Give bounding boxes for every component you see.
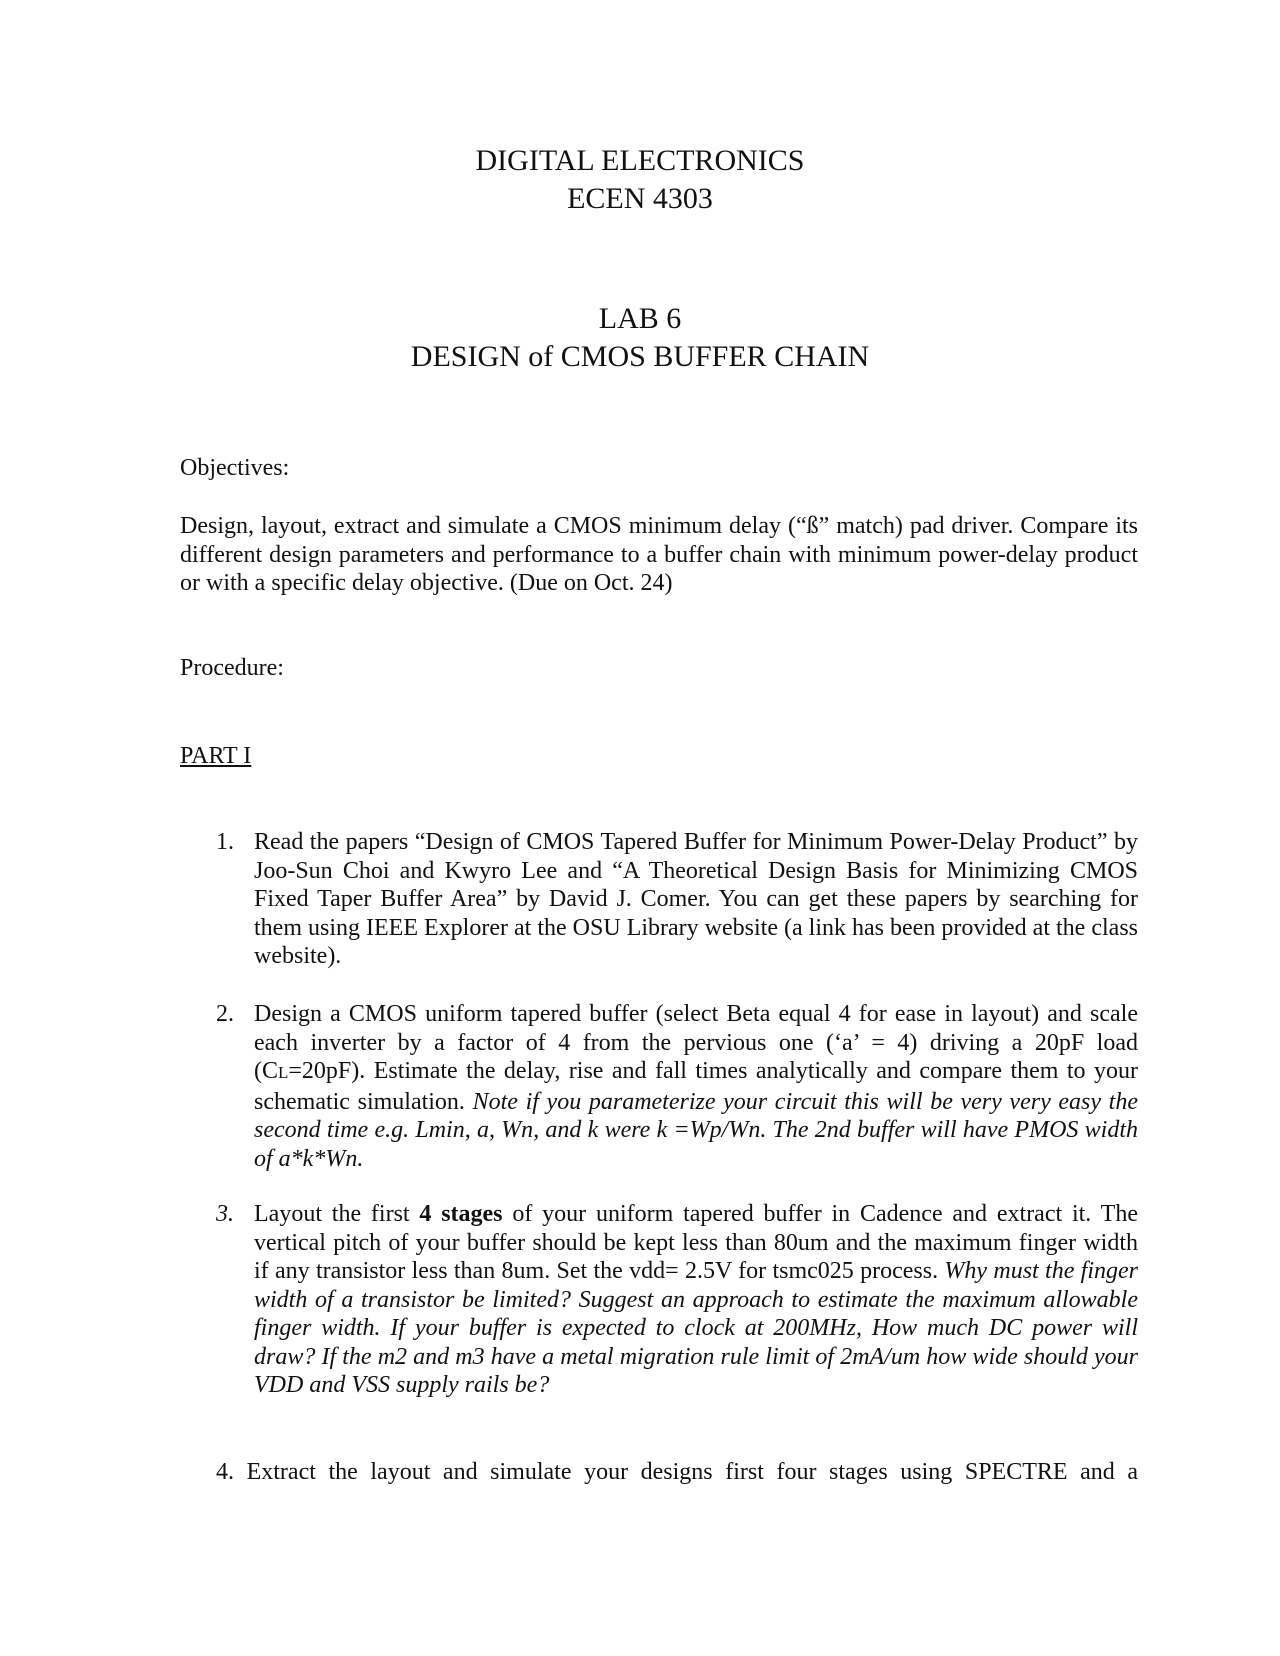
list-item (216, 828, 1138, 971)
list-item (216, 1200, 1138, 1400)
list-item-text: Layout the first (254, 1201, 420, 1227)
list-item-text: Extract the layout and simulate your designs first four stages using SPECTRE and a (246, 1459, 1139, 1485)
lab-title: DESIGN of CMOS BUFFER CHAIN (410, 340, 870, 373)
list-item-number: 3. (216, 1201, 234, 1227)
list-item-number: 4. (216, 1459, 234, 1485)
list-item-text: =20pF). Estimate the delay, rise and fall times analytically and compare them to your schematic simulation. (254, 1058, 1138, 1115)
list-item-number: 1. (216, 829, 234, 855)
list-item-number: 2. (216, 1001, 234, 1027)
list-item-text: Design a CMOS uniform tapered buffer (select Beta equal 4 for ease in layout) and scale each inverter by a factor of 4 from the pervious one (‘a’ = 4) driving a 20pF load (C (254, 1001, 1138, 1084)
course-title: DIGITAL ELECTRONICS (475, 144, 805, 177)
list-item-body (254, 1200, 1138, 1400)
italic-note: Why must the finger width of a transistor be limited? Suggest an approach to estimate the maximum allowable finger width. If your buffer is expected to clock at 200MHz, How much DC power will draw? If the m2 and m3 have a metal migration rule limit of 2mA/um how wide should your VDD and VSS supply rails be? (254, 1258, 1138, 1398)
lab-header (0, 300, 1280, 376)
list-item (216, 1000, 1138, 1173)
list-item-body (254, 1000, 1138, 1173)
list-item-text: Read the papers “Design of CMOS Tapered Buffer for Minimum Power-Delay Product” by Joo-Sun Choi and Kwyro Lee and “A Theoretical Design Basis for Minimizing CMOS Fixed Taper Buffer Area” by David J. Comer. You can get these papers by searching for them using IEEE Explorer at the OSU Library website (a link has been provided at the class website). (254, 829, 1138, 969)
part-heading: PART I (180, 743, 252, 769)
list-item (216, 1458, 1138, 1487)
objectives-text: Design, layout, extract and simulate a CMOS minimum delay (“ß” match) pad driver. Compare its different design parameters and performance to a buffer chain with minimum power-delay product or with a specific delay objective. (Due on Oct. 24) (180, 513, 1138, 596)
objectives-heading: Objectives: (180, 455, 290, 481)
course-code: ECEN 4303 (567, 182, 713, 215)
italic-note: Note if you parameterize your circuit this will be very very easy the second time e.g. Lmin, a, Wn, and k were k =Wp/Wn. The 2nd buffer will have PMOS width of a*k*Wn. (254, 1088, 1138, 1172)
bold-text: 4 stages (419, 1201, 503, 1227)
lab-number: LAB 6 (598, 302, 682, 335)
course-header (0, 142, 1280, 218)
list-item-text: of your uniform tapered buffer in Cadence and extract it. The vertical pitch of your buffer should be kept less than 80um and the maximum finger width if any transistor less than 8um. Set the vdd= 2.5V for tsmc025 process. (254, 1201, 1138, 1284)
subscript-text: L (278, 1063, 289, 1082)
procedure-heading: Procedure: (180, 655, 284, 681)
